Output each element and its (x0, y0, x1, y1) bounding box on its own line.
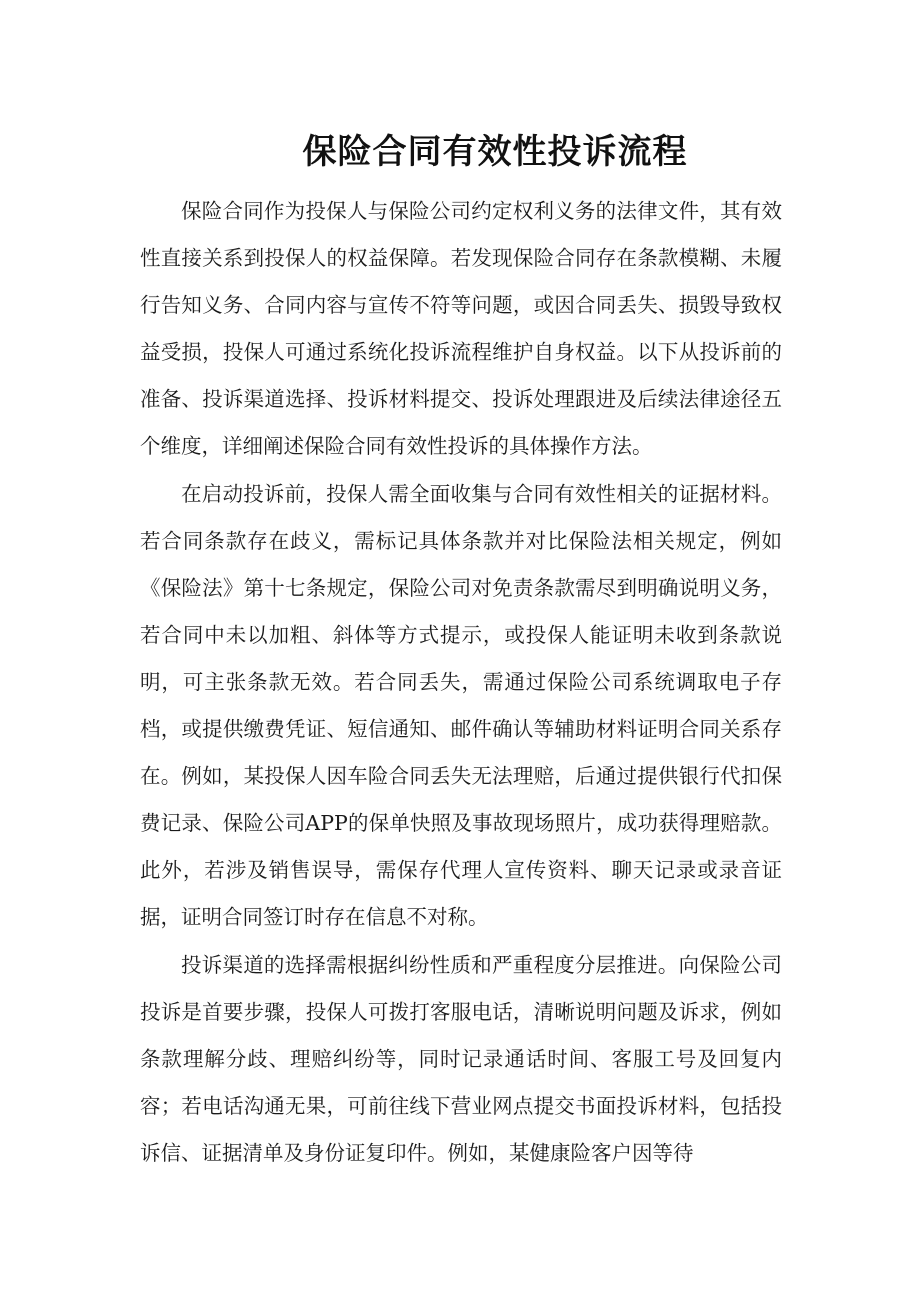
page-title: 保险合同有效性投诉流程 (302, 132, 688, 172)
document-body (140, 188, 782, 1177)
paragraph-preparation: 在启动投诉前，投保人需全面收集与合同有效性相关的证据材料。若合同条款存在歧义，需标记具体条款并对比保险法相关规定，例如《保险法》第十七条规定，保险公司对免责条款需尽到明确说明义务，若合同中未以加粗、斜体等方式提示，或投保人能证明未收到条款说明，可主张条款无效。若合同丢失，需通过保险公司系统调取电子存档，或提供缴费凭证、短信通知、邮件确认等辅助材料证明合同关系存在。例如，某投保人因车险合同丢失无法理赔，后通过提供银行代扣保费记录、保险公司APP的保单快照及事故现场照片，成功获得理赔款。此外，若涉及销售误导，需保存代理人宣传资料、聊天记录或录音证据，证明合同签订时存在信息不对称。 (140, 481, 782, 930)
paragraph-intro: 保险合同作为投保人与保险公司约定权利义务的法律文件，其有效性直接关系到投保人的权益保障。若发现保险合同存在条款模糊、未履行告知义务、合同内容与宣传不符等问题，或因合同丢失、损毁导致权益受损，投保人可通过系统化投诉流程维护自身权益。以下从投诉前的准备、投诉渠道选择、投诉材料提交、投诉处理跟进及后续法律途径五个维度，详细阐述保险合同有效性投诉的具体操作方法。 (140, 199, 782, 459)
paragraph-channels: 投诉渠道的选择需根据纠纷性质和严重程度分层推进。向保险公司投诉是首要步骤，投保人可拨打客服电话，清晰说明问题及诉求，例如条款理解分歧、理赔纠纷等，同时记录通话时间、客服工号及回复内容；若电话沟通无果，可前往线下营业网点提交书面投诉材料，包括投诉信、证据清单及身份证复印件。例如，某健康险客户因等待 (140, 952, 782, 1165)
